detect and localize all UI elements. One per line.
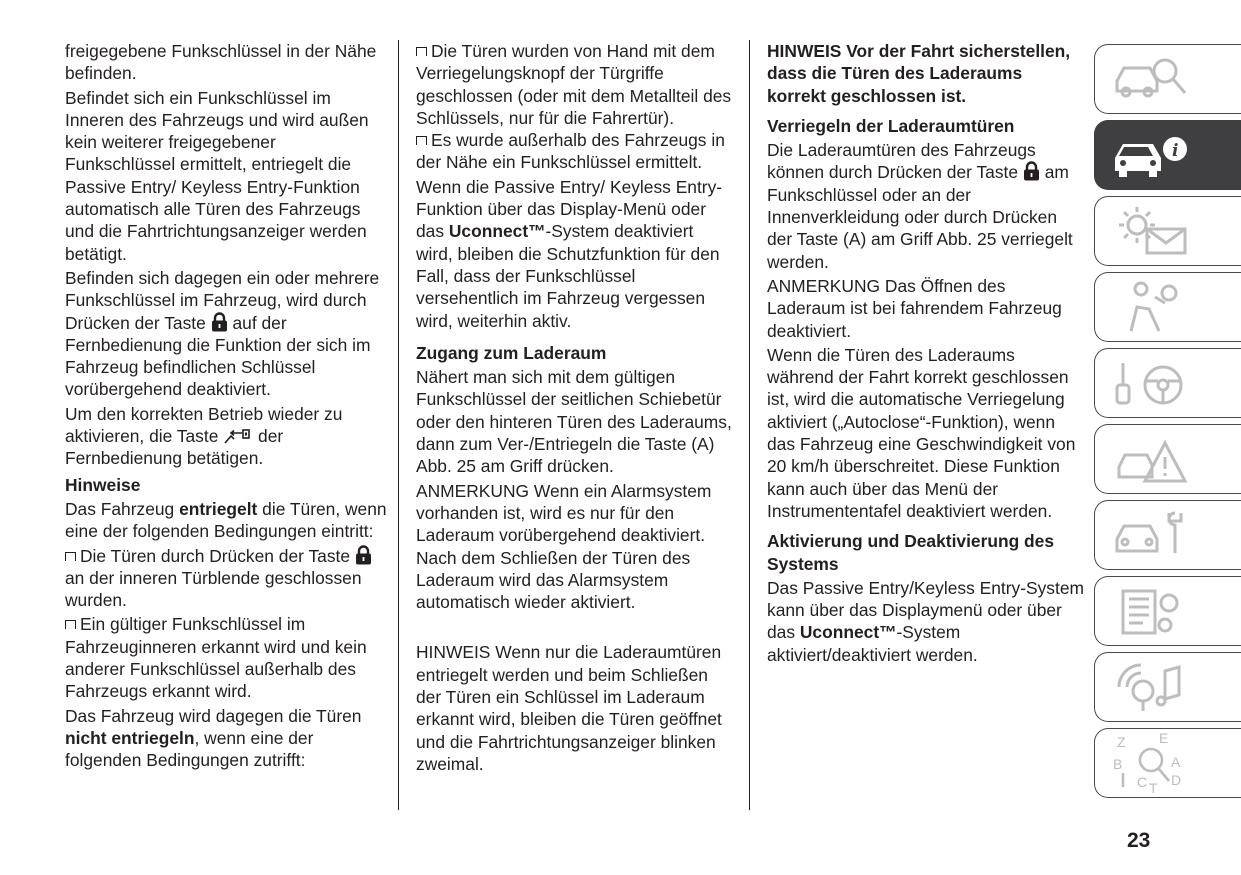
paragraph: Befinden sich dagegen ein oder mehrere Funkschlüssel im Fahrzeug, wird durch Drücken der Taste auf der Fernbedienung die Funktion der sich im Fahrzeug befindlichen Schlüssel vorübergehend deaktiviert. bbox=[65, 267, 380, 400]
key-unlock-icon bbox=[223, 427, 253, 445]
paragraph: Befindet sich ein Funkschlüssel im Inneren des Fahrzeugs und wird außen kein weiterer freigegebener Funkschlüssel ermittelt, entriegelt die Passive Entry/ Keyless Entry-Funktion automatisch alle Türen des Fahrzeugs und die Fahrtrichtungsanzeiger werden betätigt. bbox=[65, 87, 369, 264]
paragraph: ANMERKUNG Wenn ein Alarmsystem vorhanden ist, wird es nur für den Laderaum vorübergehend deaktiviert. Nach dem Schließen der Türen des Laderaum wird das Alarmsystem automatisch wieder aktiviert. bbox=[416, 480, 712, 613]
signal-music-icon bbox=[1109, 657, 1199, 719]
svg-text:T: T bbox=[1149, 780, 1158, 795]
text-column-1 bbox=[65, 40, 387, 774]
paragraph: Um den korrekten Betrieb wieder zu aktivieren, die Taste der Fernbedienung betätigen. bbox=[65, 403, 343, 469]
svg-text:C: C bbox=[1137, 774, 1148, 790]
column-divider-2 bbox=[749, 40, 750, 810]
paragraph: Das Fahrzeug wird dagegen die Türen nicht entriegeln, wenn eine der folgenden Bedingungen zutrifft: bbox=[65, 705, 362, 771]
text-column-2 bbox=[416, 40, 734, 777]
svg-text:i: i bbox=[1172, 141, 1179, 161]
paragraph: Das Fahrzeug entriegelt die Türen, wenn eine der folgenden Bedingungen eintritt: bbox=[65, 498, 387, 542]
svg-text:E: E bbox=[1159, 733, 1169, 746]
svg-text:Z: Z bbox=[1117, 734, 1126, 750]
car-warning-triangle-icon bbox=[1109, 429, 1199, 491]
svg-text:B: B bbox=[1113, 756, 1123, 772]
list-gears-icon bbox=[1109, 581, 1199, 643]
car-info-icon bbox=[1109, 125, 1199, 187]
bullet-icon bbox=[65, 620, 76, 629]
paragraph: HINWEIS Wenn nur die Laderaumtüren entriegelt werden und beim Schließen der Türen ein Schlüssel im Laderaum erkannt wird, bleiben die Türen geöffnet und die Fahrtrichtungsanzeiger blinken zweimal. bbox=[416, 642, 722, 774]
heading-aktivierung: Aktivierung und Deaktivierung des Systems bbox=[767, 531, 1055, 574]
paragraph: ANMERKUNG Das Öffnen des Laderaum ist bei fahrendem Fahrzeug deaktiviert. bbox=[767, 275, 1062, 341]
paragraph: freigegebene Funkschlüssel in der Nähe befinden. bbox=[65, 41, 377, 84]
bullet-icon bbox=[416, 136, 427, 145]
airbag-person-icon bbox=[1109, 277, 1199, 339]
paragraph: Wenn die Passive Entry/ Keyless Entry-Funktion über das Display-Menü oder das Uconnect™-System deaktiviert wird, bleiben die Schutzfunktion für den Fall, dass der Funkschlüssel versehentlich im Fahrzeug vergessen wird, weiterhin aktiv. bbox=[416, 176, 723, 331]
tab-car-info[interactable] bbox=[1094, 120, 1241, 190]
tab-car-search[interactable] bbox=[1094, 44, 1241, 114]
car-wrench-icon bbox=[1109, 505, 1199, 567]
list-item: Die Türen wurden von Hand mit dem Verriegelungsknopf der Türgriffe geschlossen (oder mit dem Metallteil des Schlüssels, nur für die Fahrertür). bbox=[416, 41, 732, 128]
spacer bbox=[416, 615, 734, 641]
alphabet-index-icon bbox=[1109, 733, 1199, 795]
tab-safety[interactable] bbox=[1094, 272, 1241, 342]
lock-icon bbox=[211, 312, 228, 332]
tab-index[interactable] bbox=[1094, 728, 1241, 798]
bullet-icon bbox=[65, 552, 76, 561]
paragraph: Das Passive Entry/Keyless Entry-System kann über das Displaymenü oder über das Uconnect™-System aktiviert/deaktiviert werden. bbox=[767, 577, 1084, 665]
tab-emergency[interactable] bbox=[1094, 424, 1241, 494]
tab-technical-data[interactable] bbox=[1094, 576, 1241, 646]
bullet-icon bbox=[416, 47, 427, 56]
tab-maintenance[interactable] bbox=[1094, 500, 1241, 570]
heading-hinweise: Hinweise bbox=[65, 474, 141, 495]
paragraph: Die Laderaumtüren des Fahrzeugs können durch Drücken der Taste am Funkschlüssel oder an der Innenverkleidung oder durch Drücken der Taste (A) am Griff Abb. 25 verriegelt werden. bbox=[767, 140, 1073, 272]
lock-icon bbox=[1023, 161, 1040, 181]
heading-verriegeln: Verriegeln der Laderaumtüren bbox=[767, 115, 1015, 136]
tab-starting-driving[interactable] bbox=[1094, 348, 1241, 418]
text-column-3 bbox=[767, 40, 1085, 668]
svg-text:D: D bbox=[1171, 772, 1182, 788]
list-item: Ein gültiger Funkschlüssel im Fahrzeuginneren erkannt wird und kein anderer Funkschlüssel außerhalb des Fahrzeugs erkannt wird. bbox=[65, 614, 367, 702]
sun-envelope-icon bbox=[1109, 201, 1199, 263]
car-magnifier-icon bbox=[1109, 49, 1199, 111]
hinweis-warning: HINWEIS Vor der Fahrt sicherstellen, dass die Türen des Laderaums korrekt geschlossen ist. bbox=[767, 41, 1071, 106]
tab-multimedia[interactable] bbox=[1094, 652, 1241, 722]
svg-text:A: A bbox=[1171, 754, 1181, 770]
key-steering-wheel-icon bbox=[1109, 353, 1199, 415]
page-number: 23 bbox=[1127, 829, 1151, 852]
paragraph: Nähert man sich mit dem gültigen Funkschlüssel der seitlichen Schiebetür oder den hinteren Türen des Laderaums, dann zum Ver-/Entriegeln die Taste (A) Abb. 25 am Griff drücken. bbox=[416, 367, 732, 477]
tab-lights-messages[interactable] bbox=[1094, 196, 1241, 266]
list-item: Die Türen durch Drücken der Taste an der inneren Türblende geschlossen wurden. bbox=[65, 545, 387, 612]
paragraph: Wenn die Türen des Laderaums während der Fahrt korrekt geschlossen ist, wird die automatische Verriegelung aktiviert („Autoclose“-Funktion), wenn das Fahrzeug eine Geschwindigkeit von 20 km/h überschreitet. Diese Funktion kann auch über das Menü der Instrumententafel deaktiviert werden. bbox=[767, 344, 1076, 521]
column-divider-1 bbox=[398, 40, 399, 810]
list-item: Es wurde außerhalb des Fahrzeugs in der Nähe ein Funkschlüssel ermittelt. bbox=[416, 130, 725, 173]
lock-icon bbox=[355, 545, 372, 565]
heading-zugang-laderaum: Zugang zum Laderaum bbox=[416, 342, 607, 363]
